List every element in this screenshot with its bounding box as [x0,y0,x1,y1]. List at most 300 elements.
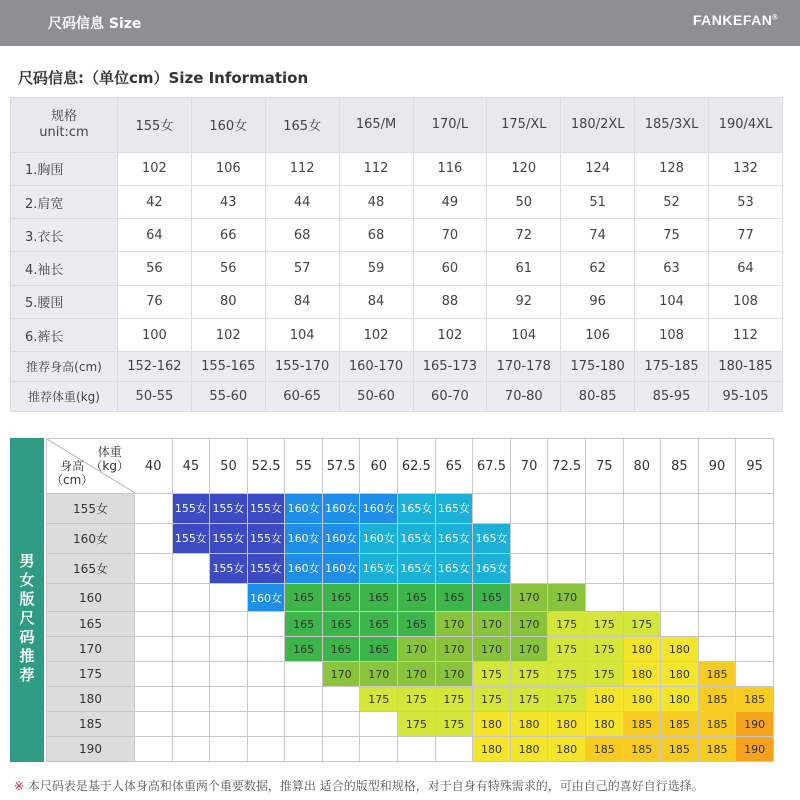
recommend-cell: 165女 [473,553,511,583]
recommend-cell: 165 [360,612,398,637]
height-row [47,612,774,637]
recommend-cell [135,583,173,611]
measurement-label: 1.胸围 [11,152,118,185]
recommend-cell [435,737,473,762]
recommend-cell: 190 [736,737,774,762]
recommend-cell: 160女 [322,523,360,553]
measurement-value: 112 [339,152,413,185]
recommend-cell [698,583,736,611]
recommend-cell [736,494,774,524]
recommend-cell [360,712,398,737]
side-label-char: 男 [19,552,35,570]
measurement-value: 52 [635,186,709,219]
recommend-cell [736,662,774,687]
weight-column-header: 52.5 [247,439,285,494]
recommend-cell: 175 [623,612,661,637]
recommend-cell: 170 [473,612,511,637]
unit-label: unit:cm [39,124,89,140]
measurement-value: 68 [339,219,413,252]
size-column-header: 165女 [265,98,339,153]
recommend-cell: 160女 [322,553,360,583]
recommend-cell: 160女 [247,583,285,611]
recommend-cell: 175 [360,687,398,712]
measurement-value: 102 [191,318,265,351]
recommend-cell [247,712,285,737]
measurement-value: 50 [487,186,561,219]
recommend-cell [548,523,586,553]
recommend-cell: 185 [736,687,774,712]
spec-unit-header [11,98,118,153]
recommend-cell: 185 [585,737,623,762]
spec-label: 规格 [50,108,77,124]
recommend-cell: 180 [623,662,661,687]
recommend-cell: 160女 [322,494,360,524]
recommend-cell: 185 [623,737,661,762]
recommend-cell: 165女 [360,553,398,583]
measurement-value: 112 [709,318,783,351]
recommend-cell [661,553,699,583]
measurement-value: 60-70 [413,382,487,412]
recommend-cell: 175 [548,662,586,687]
recommend-cell: 175 [473,662,511,687]
recommend-cell: 155女 [210,523,248,553]
banner-title: 尺码信息 Size [48,16,142,32]
weight-column-header: 67.5 [473,439,511,494]
measurement-value: 95-105 [709,382,783,412]
height-row [47,583,774,611]
height-row [47,553,774,583]
recommend-cell: 165 [285,612,323,637]
note-mark: ※ [14,779,25,793]
measurement-label: 2.肩宽 [11,186,118,219]
recommend-cell [698,612,736,637]
measurement-value: 60 [413,252,487,285]
recommend-cell: 170 [322,662,360,687]
recommend-cell: 165 [360,637,398,662]
recommend-cell [210,687,248,712]
measurement-value: 64 [709,252,783,285]
recommend-cell: 180 [661,637,699,662]
recommend-cell [135,737,173,762]
recommend-cell [510,553,548,583]
recommend-cell [698,523,736,553]
measurement-value: 106 [561,318,635,351]
recommend-cell: 155女 [247,553,285,583]
recommend-cell [322,687,360,712]
measurement-value: 66 [191,219,265,252]
measurement-value: 64 [118,219,192,252]
recommend-cell [360,737,398,762]
recommend-cell: 165女 [473,523,511,553]
measurement-value: 112 [265,152,339,185]
measurement-value: 62 [561,252,635,285]
recommend-cell: 175 [435,712,473,737]
recommend-cell: 175 [510,662,548,687]
recommend-cell: 170 [473,637,511,662]
side-label-char: 女 [19,571,35,589]
measurement-value: 70 [413,219,487,252]
recommend-cell [698,494,736,524]
recommend-cell: 165女 [435,553,473,583]
recommend-cell [585,583,623,611]
measurement-value: 48 [339,186,413,219]
size-table [10,97,783,412]
measurement-value: 108 [709,285,783,318]
recommend-cell [210,637,248,662]
recommend-cell: 165 [322,612,360,637]
height-row [47,662,774,687]
side-label-char: 尺 [19,609,35,627]
recommend-cell: 180 [510,712,548,737]
measurement-value: 170-178 [487,352,561,382]
recommend-cell [210,612,248,637]
measurement-value: 60-65 [265,382,339,412]
recommend-cell [736,637,774,662]
recommend-cell [247,662,285,687]
top-banner [0,0,800,46]
recommend-cell: 165 [398,612,436,637]
weight-column-header: 50 [210,439,248,494]
recommend-cell: 165女 [435,523,473,553]
recommend-cell: 155女 [172,494,210,524]
measurement-value: 42 [118,186,192,219]
measurement-value: 175-185 [635,352,709,382]
recommend-cell [322,737,360,762]
measurement-label: 6.裤长 [11,318,118,351]
recommend-cell: 180 [548,712,586,737]
measurement-value: 120 [487,152,561,185]
recommend-cell: 175 [585,637,623,662]
measurement-value: 104 [265,318,339,351]
recommend-cell: 160女 [360,523,398,553]
recommend-cell: 155女 [247,523,285,553]
recommend-cell: 165 [398,583,436,611]
recommend-cell: 170 [398,637,436,662]
side-label-char: 版 [19,590,35,608]
recommend-cell [623,553,661,583]
recommend-cell: 175 [548,637,586,662]
recommend-cell: 185 [623,712,661,737]
recommend-cell: 165 [473,583,511,611]
recommend-cell: 170 [435,662,473,687]
measurement-value: 68 [265,219,339,252]
height-label: 190 [47,737,135,762]
weight-column-header: 45 [172,439,210,494]
recommend-cell [285,662,323,687]
height-label: 175 [47,662,135,687]
recommend-cell: 185 [661,737,699,762]
measurement-value: 104 [635,285,709,318]
recommend-cell: 185 [698,712,736,737]
recommend-cell: 180 [585,687,623,712]
recommend-cell [736,583,774,611]
recommend-cell [210,737,248,762]
measurement-label: 推荐身高(cm) [11,352,118,382]
recommend-cell: 170 [360,662,398,687]
recommend-cell: 170 [510,637,548,662]
recommend-cell [736,523,774,553]
measurement-value: 84 [339,285,413,318]
measurement-value: 128 [635,152,709,185]
recommend-cell [698,553,736,583]
recommend-cell [172,712,210,737]
measurement-value: 80-85 [561,382,635,412]
weight-column-header: 90 [698,439,736,494]
recommend-cell: 170 [548,583,586,611]
recommend-cell [247,687,285,712]
height-label: 155女 [47,494,135,524]
recommend-cell: 160女 [285,523,323,553]
measurement-value: 80 [191,285,265,318]
recommend-cell [172,737,210,762]
height-row [47,523,774,553]
measurement-value: 92 [487,285,561,318]
size-recommend-grid [46,438,774,762]
measurement-value: 165-173 [413,352,487,382]
recommend-cell [661,494,699,524]
measurement-value: 56 [118,252,192,285]
weight-column-header: 62.5 [398,439,436,494]
measurement-value: 43 [191,186,265,219]
recommend-cell: 175 [398,687,436,712]
measurement-value: 77 [709,219,783,252]
size-table-row [11,219,783,252]
measurement-value: 155-170 [265,352,339,382]
brand-logo: FANKEFAN® [692,12,778,28]
recommend-cell: 165 [285,583,323,611]
recommend-cell [172,553,210,583]
measurement-value: 132 [709,152,783,185]
measurement-value: 88 [413,285,487,318]
height-row [47,637,774,662]
recommend-cell: 175 [473,687,511,712]
weight-column-header: 60 [360,439,398,494]
recommend-cell [473,494,511,524]
grid-corner [47,439,135,494]
recommend-cell: 165 [360,583,398,611]
measurement-value: 56 [191,252,265,285]
height-row [47,687,774,712]
recommend-cell: 180 [510,737,548,762]
recommend-cell: 180 [585,712,623,737]
measurement-value: 61 [487,252,561,285]
recommend-cell [736,553,774,583]
measurement-value: 152-162 [118,352,192,382]
recommend-cell: 180 [661,662,699,687]
recommend-cell [210,583,248,611]
recommend-cell: 175 [510,687,548,712]
size-table-row [11,352,783,382]
note-text: 本尺码表是基于人体身高和体重两个重要数据，推算出 适合的版型和规格，对于自身有特殊需求的，可由自己的喜好自行选择。 [27,779,704,793]
measurement-value: 160-170 [339,352,413,382]
size-column-header: 165/M [339,98,413,153]
recommend-cell [623,583,661,611]
measurement-value: 102 [413,318,487,351]
height-label: 160 [47,583,135,611]
measurement-value: 50-60 [339,382,413,412]
recommend-cell [135,662,173,687]
recommend-cell [510,523,548,553]
weight-column-header: 80 [623,439,661,494]
weight-header-row [47,439,774,494]
recommend-side-label [10,438,44,762]
measurement-value: 53 [709,186,783,219]
weight-column-header: 75 [585,439,623,494]
measurement-value: 50-55 [118,382,192,412]
recommend-cell: 165女 [398,553,436,583]
measurement-label: 4.袖长 [11,252,118,285]
recommend-cell [585,553,623,583]
size-table-header [11,98,783,153]
recommend-cell: 170 [435,637,473,662]
recommend-cell: 185 [661,712,699,737]
recommend-cell [398,737,436,762]
size-table-row [11,318,783,351]
recommend-cell: 175 [435,687,473,712]
recommend-cell [247,737,285,762]
height-label: 165 [47,612,135,637]
weight-axis-label: 体重 （kg） [90,445,129,473]
recommend-cell [135,687,173,712]
recommend-cell: 180 [623,687,661,712]
measurement-value: 49 [413,186,487,219]
recommend-cell [172,583,210,611]
measurement-value: 63 [635,252,709,285]
recommend-cell [247,612,285,637]
weight-column-header: 57.5 [322,439,360,494]
recommend-cell: 155女 [172,523,210,553]
measurement-value: 75 [635,219,709,252]
size-column-header: 190/4XL [709,98,783,153]
measurement-value: 55-60 [191,382,265,412]
measurement-value: 100 [118,318,192,351]
weight-column-header: 70 [510,439,548,494]
recommend-cell: 165 [435,583,473,611]
measurement-value: 155-165 [191,352,265,382]
recommend-cell [172,687,210,712]
recommend-cell: 155女 [210,494,248,524]
height-axis-label: 身高 （cm） [51,459,94,487]
recommend-cell: 185 [698,687,736,712]
recommend-cell: 180 [473,737,511,762]
measurement-value: 106 [191,152,265,185]
recommend-cell [285,737,323,762]
size-column-header: 160女 [191,98,265,153]
recommend-cell: 175 [548,612,586,637]
measurement-value: 108 [635,318,709,351]
size-column-header: 155女 [118,98,192,153]
height-row [47,494,774,524]
recommend-cell [661,612,699,637]
measurement-value: 44 [265,186,339,219]
recommend-cell [210,662,248,687]
recommend-cell: 160女 [360,494,398,524]
size-column-header: 185/3XL [635,98,709,153]
recommend-cell [736,612,774,637]
recommend-cell: 155女 [210,553,248,583]
weight-column-header: 55 [285,439,323,494]
size-table-row [11,152,783,185]
measurement-value: 85-95 [635,382,709,412]
recommend-cell: 175 [585,662,623,687]
measurement-value: 96 [561,285,635,318]
recommend-cell: 165女 [435,494,473,524]
recommend-cell [135,523,173,553]
recommend-cell [322,712,360,737]
size-column-header: 175/XL [487,98,561,153]
recommend-cell: 185 [698,737,736,762]
footnote [14,777,704,794]
measurement-value: 74 [561,219,635,252]
recommend-cell: 165 [285,637,323,662]
measurement-value: 84 [265,285,339,318]
side-label-char: 推 [19,647,35,665]
recommend-cell [285,687,323,712]
measurement-label: 5.腰围 [11,285,118,318]
recommend-cell: 165 [322,637,360,662]
recommend-cell [548,553,586,583]
recommend-cell [510,494,548,524]
recommend-cell [623,523,661,553]
height-label: 165女 [47,553,135,583]
recommend-cell [135,712,173,737]
recommend-cell: 185 [698,662,736,687]
recommend-cell [135,637,173,662]
recommend-cell [285,712,323,737]
measurement-label: 推荐体重(kg) [11,382,118,412]
size-column-header: 180/2XL [561,98,635,153]
recommend-cell: 180 [548,737,586,762]
recommend-cell [585,523,623,553]
measurement-value: 124 [561,152,635,185]
recommend-cell: 160女 [285,494,323,524]
recommend-cell [172,662,210,687]
weight-column-header: 72.5 [548,439,586,494]
weight-column-header: 95 [736,439,774,494]
recommend-cell: 190 [736,712,774,737]
recommend-cell: 180 [661,687,699,712]
recommend-cell [135,612,173,637]
measurement-value: 180-185 [709,352,783,382]
weight-column-header: 40 [135,439,173,494]
recommend-cell: 175 [548,687,586,712]
recommend-cell [247,637,285,662]
height-row [47,712,774,737]
recommend-cell: 165 [322,583,360,611]
recommend-cell [585,494,623,524]
size-column-header: 170/L [413,98,487,153]
measurement-value: 116 [413,152,487,185]
recommend-cell [661,583,699,611]
recommend-cell [172,637,210,662]
measurement-value: 104 [487,318,561,351]
recommend-cell: 175 [585,612,623,637]
size-table-row [11,285,783,318]
height-label: 180 [47,687,135,712]
size-info-heading: 尺码信息:（单位cm）Size Information [18,69,309,87]
measurement-value: 102 [118,152,192,185]
measurement-value: 70-80 [487,382,561,412]
recommend-cell: 170 [510,612,548,637]
measurement-label: 3.衣长 [11,219,118,252]
recommend-cell: 165女 [398,523,436,553]
measurement-value: 57 [265,252,339,285]
height-label: 170 [47,637,135,662]
recommend-cell: 180 [473,712,511,737]
weight-column-header: 85 [661,439,699,494]
measurement-value: 76 [118,285,192,318]
recommend-cell: 170 [510,583,548,611]
